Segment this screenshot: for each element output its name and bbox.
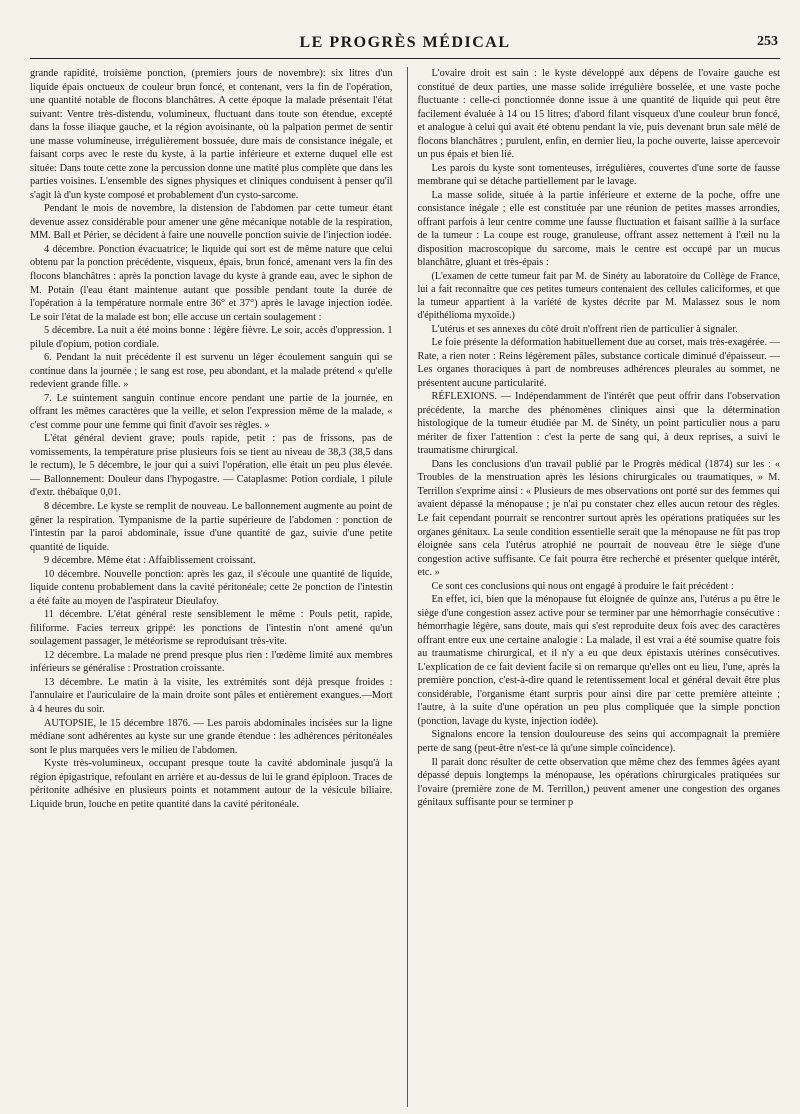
paragraph: 6. Pendant la nuit précédente il est survenu un léger écoulement sanguin qui se continue dans la journée ; le sang est rose, peu abondant, et la malade prétend « qu'elle redevient grande fille. » xyxy=(30,352,393,391)
paragraph: 11 décembre. L'état général reste sensiblement le même : Pouls petit, rapide, filiforme. Facies terreux grippé: les ponctions de l'intestin n'ont amené qu'un soulagement passager, le météorisme se reproduisant très-vite. xyxy=(30,609,393,648)
paragraph: Kyste très-volumineux, occupant presque toute la cavité abdominale jusqu'à la région épigastrique, refoulant en arrière et au-dessus de lui le grand épiploon. Traces de péritonite adhésive en plusieurs points et notamment autour de la vésicule biliaire. Liquide brun, louche en petite quantité dans la cavité péritonéale. xyxy=(30,758,393,810)
paragraph: RÉFLEXIONS. — Indépendamment de l'intérêt que peut offrir dans l'observation précédente, la marche des phénomènes cliniques ainsi que la détermination histologique de la tumeur étudiée par M. de Sinéty, un point particulier nous a paru mériter de fixer l'attention : c'est la perte de sang qui, à deux reprises, a suivi le traumatisme chirurgical. xyxy=(417,391,780,457)
paragraph: (L'examen de cette tumeur fait par M. de Sinéty au laboratoire du Collège de France, lui a fait reconnaître que ces petites tumeurs contenaient des cellules caliciformes, et que la tumeur appartient à la variété de kystes décrite par M. Malassez sous le nom d'épithélioma myxoïde.) xyxy=(417,270,780,322)
left-column xyxy=(30,67,393,1107)
page-header xyxy=(30,26,780,59)
paragraph: 4 décembre. Ponction évacuatrice; le liquide qui sort est de même nature que celui obtenu par la ponction précédente, visqueux, épais, brun foncé, amenant vers la fin des flocons blanchâtres : après la ponction lavage du kyste à grande eau, avec le siphon de M. Potain (l'eau étant maintenue autant que possible pendant toute la durée de l'opération à la température normale entre 36° et 37°) après le lavage injection iodée. Le soir l'état de la malade est bon; elle accuse un certain soulagement : xyxy=(30,243,393,323)
right-column xyxy=(407,67,781,1107)
page-number: 253 xyxy=(757,34,778,49)
paragraph: 13 décembre. Le matin à la visite, les extrémités sont déjà presque froides : l'annulaire et l'auriculaire de la main droite sont pâles et entièrement exangues.—Mort à 4 heures du soir. xyxy=(30,676,393,715)
paragraph: 7. Le suintement sanguin continue encore pendant une partie de la journée, en offrant les mêmes caractères que la veille, et selon l'expression même de la malade, « c'est comme pour une femme qui finit d'avoir ses règles. » xyxy=(30,392,393,431)
text-columns xyxy=(30,67,780,1107)
paragraph: En effet, ici, bien que la ménopause fut éloignée de quinze ans, l'utérus a pu être le siège d'une congestion assez active pour se terminer par une hémorrhagie consécutive : hémorrhagie légère, sans doute, mais qui s'est reproduite deux fois avec des caractères offrant entre eux une certaine analogie : La malade, il est vrai a été soumise quatre fois au traumatisme chirurgical, et il n'y a eu que deux épistaxis utérines consécutives. L'explication de ce fait devient facile si on remarque qu'elles ont eu lieu, l'une, après la première ponction, c'est-à-dire quand le retentissement local et général devait être plus considérable, l'organisme étant surpris pour ainsi dire par cette première atteinte ; l'autre, à la suite d'une opération un peu plus compliquée que la simple ponction (ponction, lavage du kyste, injection iodée). xyxy=(417,594,780,727)
journal-title: LE PROGRÈS MÉDICAL xyxy=(299,34,511,51)
paragraph: 9 décembre. Même état : Affaiblissement croissant. xyxy=(44,555,256,567)
paragraph: 12 décembre. La malade ne prend presque plus rien : l'œdème limité aux membres inférieurs se généralise : Prostration croissante. xyxy=(30,649,393,675)
paragraph: 10 décembre. Nouvelle ponction: après les gaz, il s'écoule une quantité de liquide, liquide contenu probablement dans la cavité péritonéale; cette 2e ponction de l'intestin a été faite au moyen de l'aspirateur Dieulafoy. xyxy=(30,568,393,607)
paragraph: Pendant le mois de novembre, la distension de l'abdomen par cette tumeur étant devenue assez considérable pour amener une gêne mécanique notable de la respiration, MM. Ball et Périer, se décident à faire une nouvelle ponction suivie de l'injection iodée. xyxy=(30,203,393,242)
paragraph: 5 décembre. La nuit a été moins bonne : légère fièvre. Le soir, accès d'oppression. 1 pilule d'opium, potion cordiale. xyxy=(30,325,393,350)
paragraph: Le foie présente la déformation habituellement due au corset, mais très-exagérée. — Rate, a rien noter : Reins légèrement pâles, substance corticale diminué d'épaisseur. — Les organes thoraciques à part de nombreuses adhérences pleurales au sommet, ne présentent aucune particularité. xyxy=(417,337,780,389)
paragraph: L'utérus et ses annexes du côté droit n'offrent rien de particulier à signaler. xyxy=(431,323,738,335)
paragraph: Il parait donc résulter de cette observation que même chez des femmes âgées ayant dépassé depuis longtemps la ménopause, les opérations chirurgicales pratiquées sur l'ovaire (première zone de M. Terrillon,) peuvent amener une congestion des organes génitaux suffisante pour se terminer p xyxy=(417,756,780,809)
paragraph: L'état général devient grave; pouls rapide, petit : pas de frissons, pas de vomissements, la température prise plusieurs fois se tient au niveau de 38,3 (38,5 dans le rectum), le 5 décembre, le jour qui a suivi l'opération, elle était un peu plus élevée. — Ballonnement: Douleur dans l'hypogastre. — Cataplasme: Potion cordiale, 1 pilule d'extr. thébaïque 0,01. xyxy=(30,433,393,499)
paragraph: AUTOPSIE, le 15 décembre 1876. — Les parois abdominales incisées sur la ligne médiane sont adhérentes au kyste sur une grande étendue : les adhérences péritonéales sont le plus marquées vers le milieu de l'abdomen. xyxy=(30,717,393,756)
paragraph: Signalons encore la tension douloureuse des seins qui accompagnait la première perte de sang (peut-être n'est-ce là qu'une simple coïncidence). xyxy=(417,729,780,754)
paragraph: Les parois du kyste sont tomenteuses, irrégulières, couvertes d'une sorte de fausse membrane qui se détache partiellement par le lavage. xyxy=(417,162,780,188)
paragraph: Ce sont ces conclusions qui nous ont engagé à produire le fait précédent : xyxy=(431,580,734,592)
paragraph: grande rapidité, troisième ponction, (premiers jours de novembre): six litres d'un liquide épais onctueux de couleur brun foncé, et contenant, vers la fin de l'opération, une quantité notable de flocons blanchâtres. A cette époque la malade présentait l'état suivant: Ventre très-distendu, volumineux, fluctuant dans toute son étendue, excepté dans la fosse iliaque gauche, et la région avoisinante, où la palpation permet de sentir une masse volumineuse, irrégulièrement bossuée, dure mais de consistance inégale, et faisant corps avec le reste du kyste, à la partie inférieure et externe duquel elle est située: Dans toute cette zone la percussion donne une matité plus complète que dans les parties voisines. L'ensemble des signes physiques et cliniques conduisent à penser qu'il s'agit là d'un kyste composé et probablement d'un cysto-sarcome. xyxy=(30,68,393,201)
paragraph: L'ovaire droit est sain : le kyste développé aux dépens de l'ovaire gauche est constitué de deux parties, une masse solide irrégulière bosselée, et une vaste poche fluctuante : celle-ci ponctionnée donne issue à une quantité de liquide qui peut être facilement évaluée à 14 ou 15 litres; d'abord filant visqueux d'une couleur brun foncé, et analogue à celui qui avait été obtenu pendant la vie, puis devenant brun sale mêlé de flocons blanchâtres ; purulent, enfin, en dernier lieu, la poche ouverte, laisse apercevoir un pus épais et bien lié. xyxy=(417,68,780,161)
paragraph: Dans les conclusions d'un travail publié par le Progrès médical (1874) sur les : « Troubles de la menstruation après les lésions chirurgicales ou traumatiques, » M. Terrillon s'exprime ainsi : « Plusieurs de mes observations ont porté sur des femmes qui avaient dépassé la ménopause ; je n'ai pu constater chez elles aucun retour des règles. Le fait cependant pourrait se rencontrer surtout après les opérations pratiquées sur les organes génitaux. La seule condition essentielle serait que la ménopause ne fût pas trop éloignée sans cela l'utérus atrophié ne pourrait de nouveau être le siège d'une congestion active suffisante. Ce fait pourra être recherché et présenter quelque intérêt, etc. » xyxy=(417,458,780,579)
paragraph: 8 décembre. Le kyste se remplit de nouveau. Le ballonnement augmente au point de gêner la respiration. Tympanisme de la partie supérieure de l'abdomen : ponction de l'intestin par la paroi abdominale, issue d'une quantité de gaz, suivie d'une petite quantité de liquide. xyxy=(30,501,393,553)
paragraph: La masse solide, située à la partie inférieure et externe de la poche, offre une consistance inégale ; elle est constituée par une réunion de petites masses arrondies, offrant parfois à leur centre comme une fausse fluctuation et faisant saillie à la surface de la tumeur : La coupe est rouge, granuleuse, offrant assez nettement à l'œil nu la disposition macroscopique du sarcome, mais le centre est occupé par un mucus blanchâtre, gluant et très-épais : xyxy=(417,189,780,269)
